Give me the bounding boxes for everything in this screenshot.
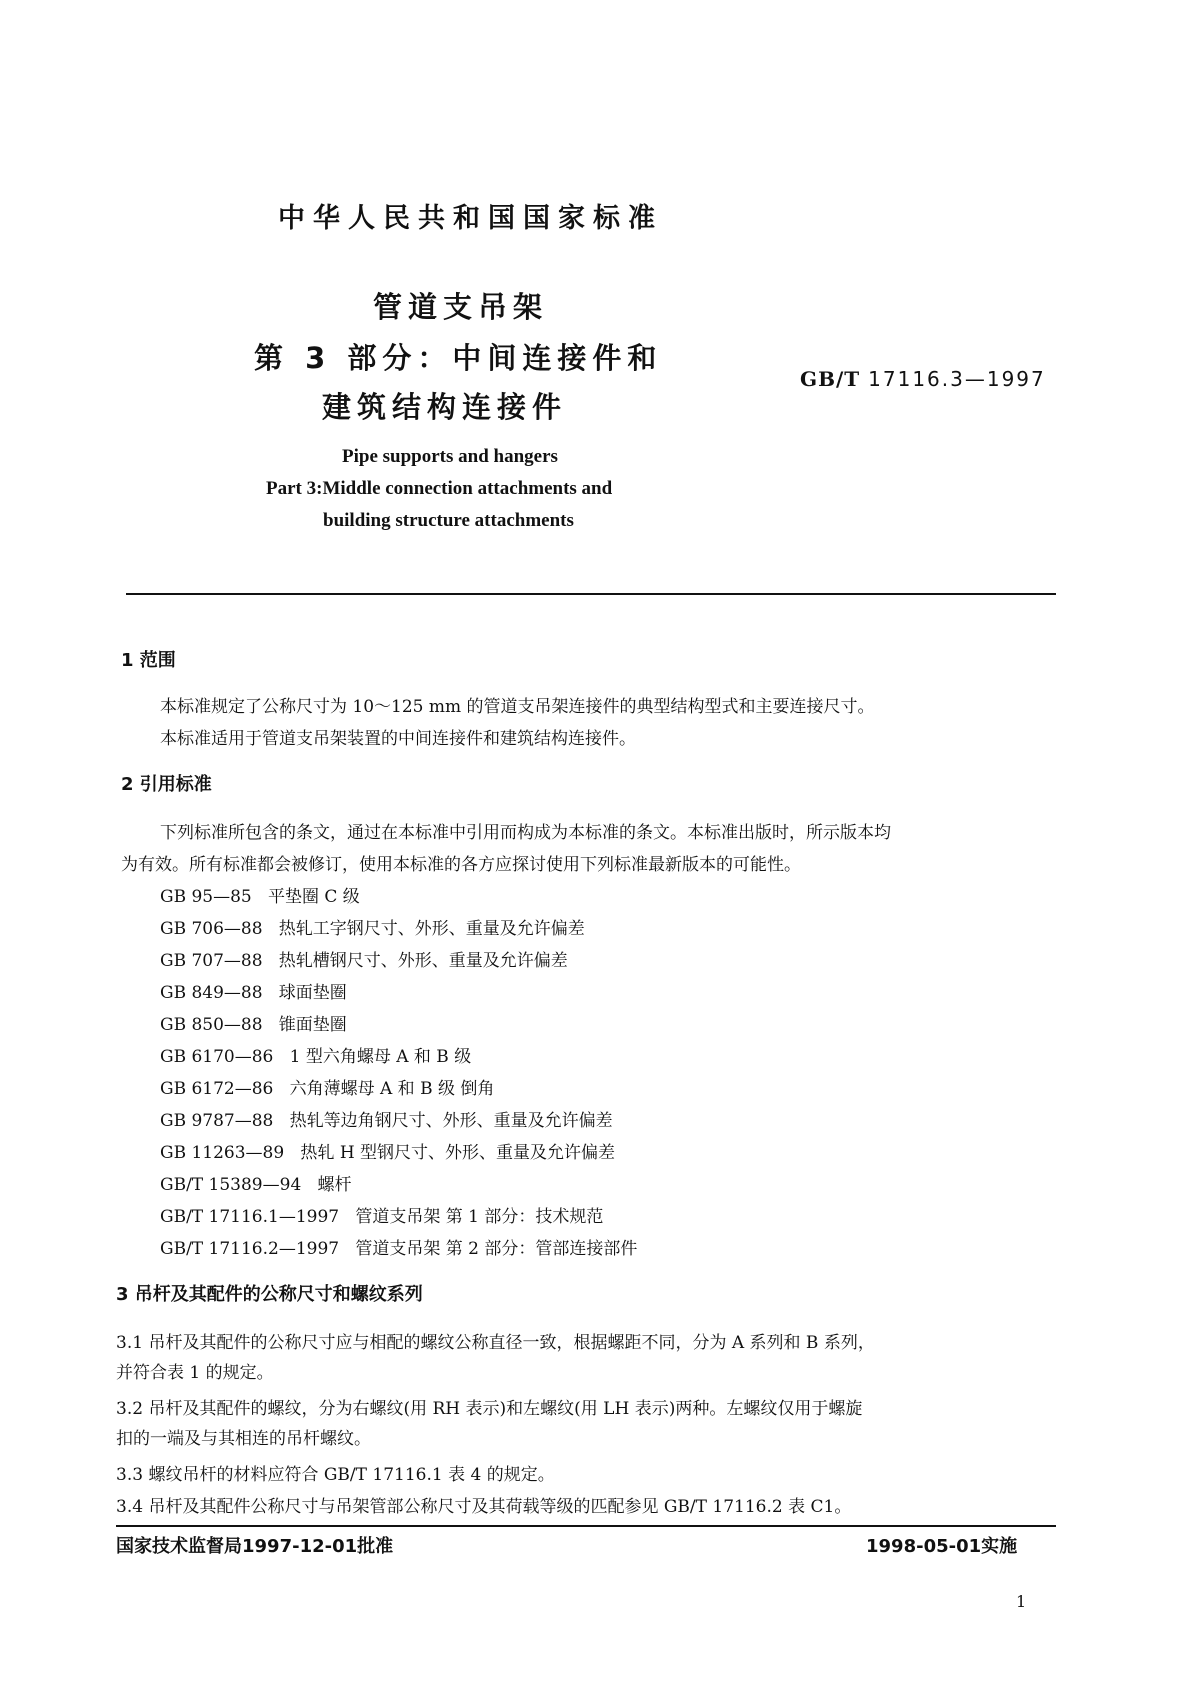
- reference-code: GB/T 17116.1—1997: [160, 1207, 340, 1227]
- reference-title: 热轧工字钢尺寸、外形、重量及允许偏差: [278, 919, 585, 939]
- header-divider: [126, 593, 1056, 595]
- national-standard-heading: 中华人民共和国国家标准: [278, 203, 663, 234]
- clause-3-1-line-1: 3.1 吊杆及其配件的公称尺寸应与相配的螺纹公称直径一致，根据螺距不同，分为 A 系列和 B 系列，: [116, 1333, 875, 1353]
- reference-item: [160, 1170, 351, 1195]
- reference-title: 锥面垫圈: [278, 1015, 347, 1035]
- reference-item: [160, 1074, 494, 1099]
- footer-divider: [116, 1525, 1056, 1527]
- reference-code: GB 6170—86: [160, 1047, 274, 1067]
- section-2-heading: 2 引用标准: [121, 774, 212, 795]
- reference-code: GB 95—85: [160, 887, 252, 907]
- reference-item: [160, 1234, 637, 1259]
- clause-3-2-line-2: 扣的一端及与其相连的吊杆螺纹。: [116, 1429, 371, 1449]
- clause-3-1-line-2: 并符合表 1 的规定。: [116, 1363, 274, 1383]
- title-line-2: 第 3 部分：中间连接件和: [254, 341, 663, 375]
- standard-code-prefix: GB/T: [800, 367, 861, 391]
- reference-title: 1 型六角螺母 A 和 B 级: [289, 1047, 472, 1067]
- reference-item: [160, 1106, 613, 1131]
- reference-code: GB/T 17116.2—1997: [160, 1239, 340, 1259]
- reference-title: 螺杆: [317, 1175, 352, 1195]
- reference-title: 热轧等边角钢尺寸、外形、重量及允许偏差: [289, 1111, 613, 1131]
- reference-item: [160, 1138, 615, 1163]
- standard-code: [800, 367, 1046, 391]
- clause-3-4: 3.4 吊杆及其配件公称尺寸与吊架管部公称尺寸及其荷载等级的匹配参见 GB/T 17116.2 表 C1。: [116, 1497, 852, 1517]
- reference-item: [160, 882, 360, 907]
- reference-title: 平垫圈 C 级: [267, 887, 360, 907]
- page-number: 1: [1016, 1592, 1027, 1611]
- reference-title: 热轧 H 型钢尺寸、外形、重量及允许偏差: [300, 1143, 616, 1163]
- reference-title: 管道支吊架 第 2 部分：管部连接部件: [355, 1239, 638, 1259]
- section-1-paragraph-2: 本标准适用于管道支吊架装置的中间连接件和建筑结构连接件。: [160, 729, 636, 749]
- reference-code: GB 849—88: [160, 983, 263, 1003]
- reference-code: GB 707—88: [160, 951, 263, 971]
- section-2-paragraph-line-2: 为有效。所有标准都会被修订，使用本标准的各方应探讨使用下列标准最新版本的可能性。: [121, 855, 801, 875]
- reference-code: GB 9787—88: [160, 1111, 274, 1131]
- reference-title: 管道支吊架 第 1 部分：技术规范: [355, 1207, 604, 1227]
- section-1-paragraph-1: 本标准规定了公称尺寸为 10～125 mm 的管道支吊架连接件的典型结构型式和主要连接尺寸。: [160, 697, 875, 717]
- clause-3-3: 3.3 螺纹吊杆的材料应符合 GB/T 17116.1 表 4 的规定。: [116, 1465, 555, 1485]
- implementation-date: 1998-05-01实施: [866, 1536, 1018, 1557]
- section-3-heading: 3 吊杆及其配件的公称尺寸和螺纹系列: [116, 1284, 423, 1305]
- english-title-line-2: Part 3:Middle connection attachments and: [266, 478, 613, 499]
- reference-item: [160, 1042, 471, 1067]
- section-1-heading: 1 范围: [121, 650, 176, 671]
- reference-item: [160, 946, 568, 971]
- reference-title: 六角薄螺母 A 和 B 级 倒角: [289, 1079, 495, 1099]
- english-title-line-3: building structure attachments: [323, 510, 574, 531]
- standard-code-number: 17116.3—1997: [868, 367, 1046, 391]
- title-line-3: 建筑结构连接件: [322, 390, 568, 424]
- reference-item: [160, 914, 585, 939]
- reference-code: GB/T 15389—94: [160, 1175, 302, 1195]
- section-2-paragraph-line-1: 下列标准所包含的条文，通过在本标准中引用而构成为本标准的条文。本标准出版时，所示版本均: [160, 823, 891, 843]
- reference-code: GB 6172—86: [160, 1079, 274, 1099]
- approval-statement: 国家技术监督局1997-12-01批准: [116, 1536, 394, 1557]
- reference-code: GB 706—88: [160, 919, 263, 939]
- reference-code: GB 850—88: [160, 1015, 263, 1035]
- reference-item: [160, 978, 347, 1003]
- reference-item: [160, 1010, 347, 1035]
- reference-code: GB 11263—89: [160, 1143, 285, 1163]
- reference-item: [160, 1202, 603, 1227]
- english-title-line-1: Pipe supports and hangers: [342, 446, 558, 467]
- reference-title: 热轧槽钢尺寸、外形、重量及允许偏差: [278, 951, 568, 971]
- title-line-1: 管道支吊架: [373, 290, 549, 324]
- clause-3-2-line-1: 3.2 吊杆及其配件的螺纹，分为右螺纹(用 RH 表示)和左螺纹(用 LH 表示)两种。左螺纹仅用于螺旋: [116, 1399, 863, 1419]
- reference-title: 球面垫圈: [278, 983, 347, 1003]
